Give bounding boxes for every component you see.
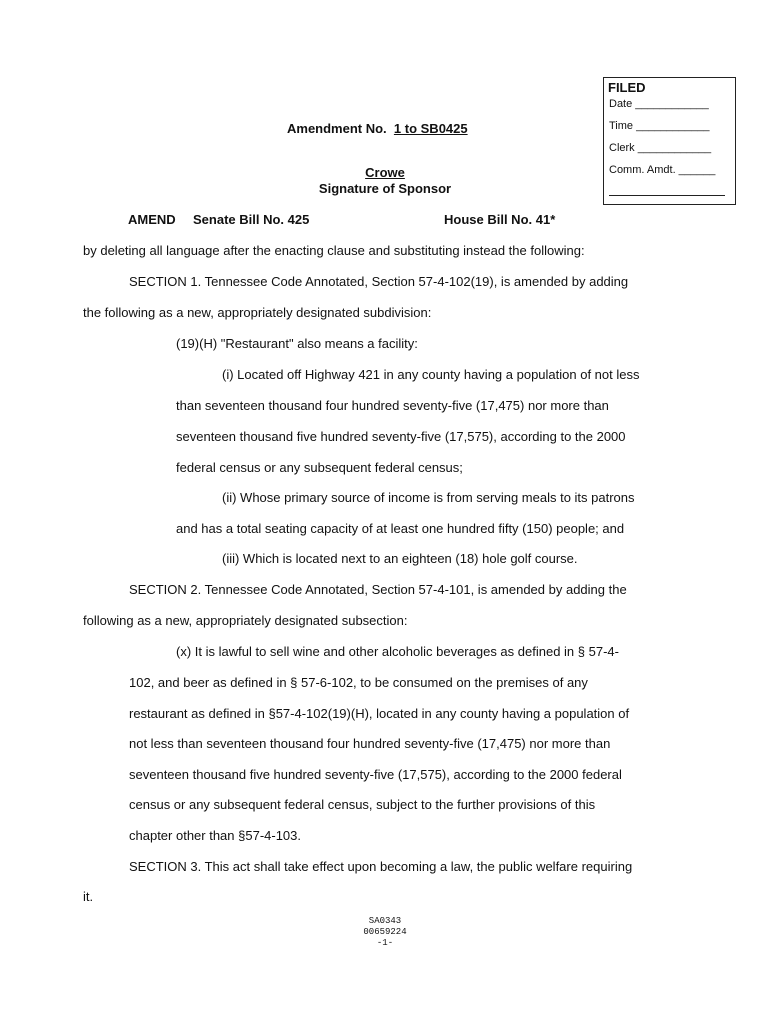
filed-signature-line	[609, 195, 725, 196]
body-line: and has a total seating capacity of at least one hundred fifty (150) people; and	[176, 521, 625, 536]
senate-bill-number: Senate Bill No. 425	[193, 212, 310, 227]
body-line: not less than seventeen thousand four hundred seventy-five (17,475) nor more than	[129, 736, 611, 751]
footer-code-2: 00659224	[363, 927, 407, 937]
body-line: following as a new, appropriately designated subsection:	[83, 613, 408, 628]
sponsor-name: Crowe	[365, 165, 405, 180]
body-line: federal census or any subsequent federal census;	[176, 460, 463, 475]
body-line: 102, and beer as defined in § 57-6-102, to be consumed on the premises of any	[129, 675, 588, 690]
filed-box	[603, 77, 736, 205]
filed-date-row: Date ____________	[609, 98, 709, 110]
body-line: seventeen thousand five hundred seventy-five (17,575), according to the 2000 federal	[129, 767, 622, 782]
filed-title: FILED	[608, 80, 646, 95]
body-line: by deleting all language after the enacting clause and substituting instead the following:	[83, 243, 585, 258]
body-line: restaurant as defined in §57-4-102(19)(H), located in any county having a population of	[129, 706, 630, 721]
section-2-heading-line: SECTION 2. Tennessee Code Annotated, Section 57-4-101, is amended by adding the	[129, 582, 627, 597]
subdivision-19h-line: (19)(H) "Restaurant" also means a facility:	[176, 336, 418, 351]
item-ii-line: (ii) Whose primary source of income is from serving meals to its patrons	[222, 490, 635, 505]
footer-code-1: SA0343	[368, 916, 402, 926]
section-3-heading-line: SECTION 3. This act shall take effect upon becoming a law, the public welfare requiring	[129, 859, 633, 874]
page-number: -1-	[376, 938, 394, 948]
item-i-line: (i) Located off Highway 421 in any county having a population of not less	[222, 367, 640, 382]
sponsor-caption: Signature of Sponsor	[318, 181, 452, 196]
amend-label: AMEND	[128, 212, 176, 227]
house-bill-number: House Bill No. 41*	[444, 212, 556, 227]
item-iii-line: (iii) Which is located next to an eighteen (18) hole golf course.	[222, 551, 578, 566]
section-1-heading-line: SECTION 1. Tennessee Code Annotated, Section 57-4-102(19), is amended by adding	[129, 274, 629, 289]
filed-comm-amdt-row: Comm. Amdt. ______	[609, 164, 716, 176]
amendment-id: 1 to SB0425	[393, 121, 468, 136]
filed-time-row: Time ____________	[609, 120, 710, 132]
subsection-x-line: (x) It is lawful to sell wine and other alcoholic beverages as defined in § 57-4-	[176, 644, 619, 659]
body-line: seventeen thousand five hundred seventy-five (17,575), according to the 2000	[176, 429, 626, 444]
body-line: than seventeen thousand four hundred seventy-five (17,475) nor more than	[176, 398, 609, 413]
amendment-heading	[287, 121, 468, 136]
body-line: census or any subsequent federal census, subject to the further provisions of this	[129, 797, 596, 812]
amendment-prefix: Amendment No.	[287, 121, 387, 136]
body-line: chapter other than §57-4-103.	[129, 828, 302, 843]
filed-clerk-row: Clerk ____________	[609, 142, 712, 154]
body-line: it.	[83, 889, 94, 904]
body-line: the following as a new, appropriately designated subdivision:	[83, 305, 432, 320]
